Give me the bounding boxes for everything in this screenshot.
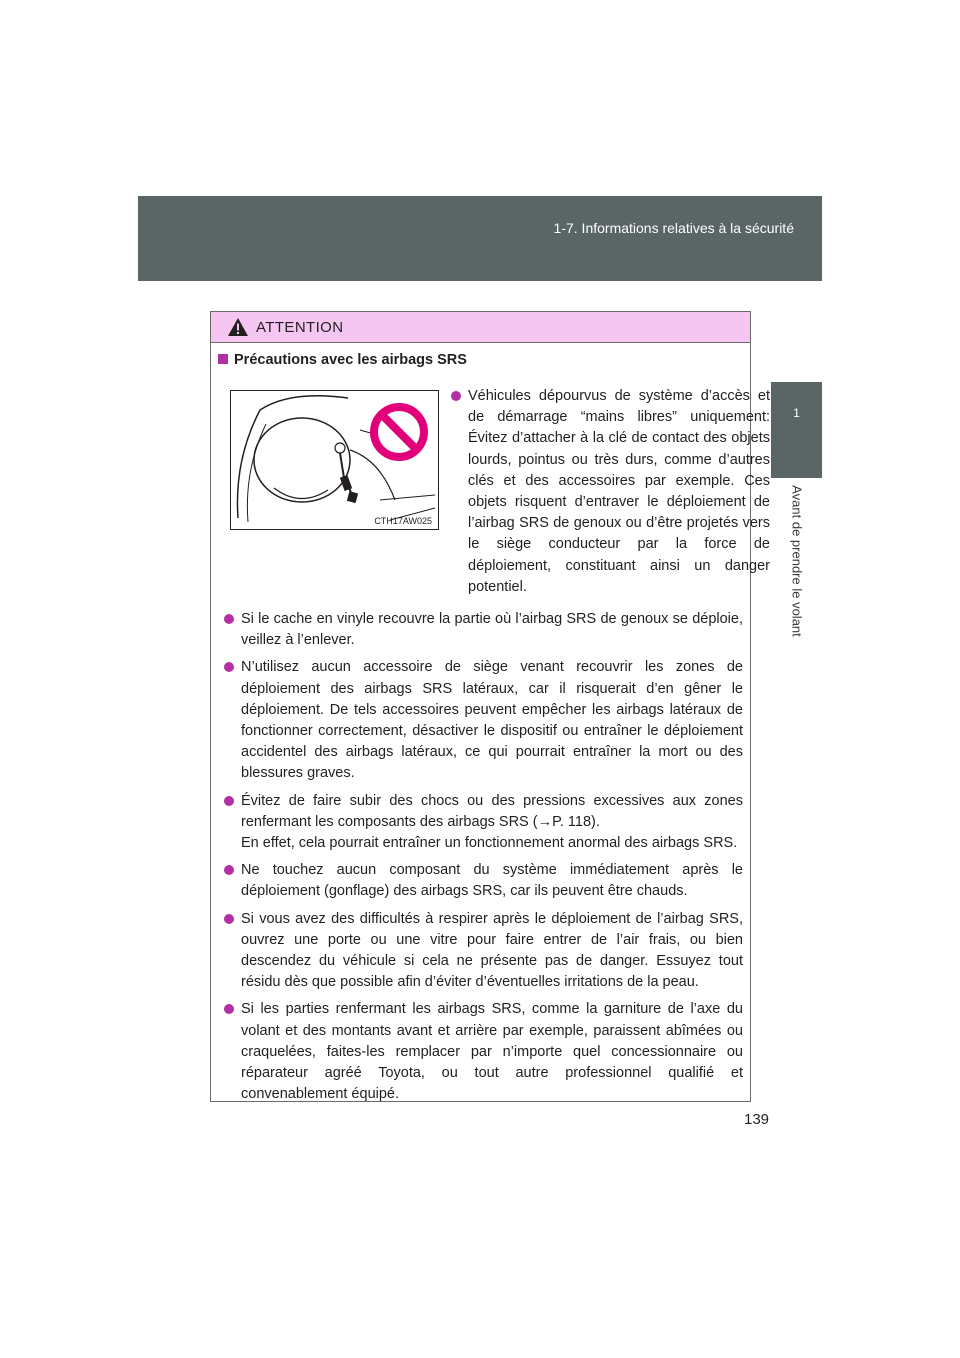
- list-item-text: N’utilisez aucun accessoire de siège venant recouvrir les zones de déploiement des airbags SRS latéraux, car il risquerait d’en gêner le déploiement. De tels accessoires peuvent empêcher les airbags latéraux de fonctionner correctement, désactiver le dispositif ou entraîner le déploiement accidentel des airbags latéraux, ce qui pourrait entraîner la mort ou des blessures graves.: [241, 659, 743, 782]
- list-item-text: Évitez de faire subir des chocs ou des pressions excessives aux zones renfermant les composants des airbags SRS (→P. 118). En effet, cela pourrait entraîner un fonctionnement anormal des airbags SRS.: [241, 792, 743, 852]
- list-item-text: Si vous avez des difficultés à respirer après le déploiement de l’airbag SRS, ouvrez une porte ou une vitre pour faire entrer de l’air frais, ou bien descendez du véhicule si cela ne présente pas de danger. Essuyez tout résidu dès que possible afin d’éviter d’éventuelles irritations de la peau.: [241, 910, 743, 991]
- illustration-code: CTH17AW025: [374, 516, 432, 526]
- list-item: [211, 860, 743, 902]
- header-band: [138, 196, 822, 281]
- list-item-text: Si les parties renfermant les airbags SRS, comme la garniture de l’axe du volant et des montants avant et arrière par exemple, paraissent abîmées ou craquelées, faites-les remplacer par n’importe quel concessionnaire ou réparateur agréé Toyota, ou tout autre professionnel qualifié et convenablement équipé.: [241, 1001, 743, 1103]
- warning-section-title: [218, 352, 467, 368]
- bullet-keyless: [438, 386, 770, 598]
- bullet-keyless-text: Véhicules dépourvus de système d’accès et de démarrage “mains libres” uniquement: Évitez d’attacher à la clé de contact des objets lourds, pointus ou très durs, comme d’autres clés et des accessoires par exemple. Ces objets risquent d’entraver le déploiement de l’airbag SRS de genoux ou d’être projetés vers le siège conducteur par la force de déploiement, constituant ainsi un danger potentiel.: [468, 388, 770, 595]
- list-item: [211, 791, 743, 855]
- chapter-tab: [771, 382, 822, 478]
- bullet-dot-icon: [224, 1004, 234, 1014]
- list-item-text: Ne touchez aucun composant du système immédiatement après le déploiement (gonflage) des airbags SRS, car ils peuvent être chauds.: [241, 862, 743, 900]
- bullet-dot-icon: [224, 914, 234, 924]
- bullet-dot-icon: [224, 865, 234, 875]
- bullet-dot-icon: [451, 391, 461, 401]
- square-bullet-icon: [218, 354, 228, 364]
- steering-column-illustration: [230, 390, 439, 530]
- list-item: [211, 999, 743, 1105]
- chapter-number: 1: [793, 406, 800, 420]
- page-number: 139: [744, 1111, 770, 1128]
- bullet-dot-icon: [224, 662, 234, 672]
- list-item-text: Si le cache en vinyle recouvre la partie où l’airbag SRS de genoux se déploie, veillez à l’enlever.: [241, 611, 743, 649]
- bullet-dot-icon: [224, 614, 234, 624]
- bullet-dot-icon: [224, 796, 234, 806]
- list-item: [211, 657, 743, 784]
- warning-header: [211, 312, 750, 343]
- list-item: [211, 909, 743, 994]
- warning-title: ATTENTION: [256, 319, 344, 336]
- warning-bullet-list: [211, 609, 743, 1111]
- chapter-label: Avant de prendre le volant: [789, 485, 805, 637]
- section-title-header: 1-7. Informations relatives à la sécurité: [553, 220, 794, 236]
- warning-section-title-text: Précautions avec les airbags SRS: [234, 352, 467, 368]
- list-item: [211, 609, 743, 651]
- warning-triangle-icon: [227, 317, 249, 337]
- warning-box: [210, 311, 770, 1103]
